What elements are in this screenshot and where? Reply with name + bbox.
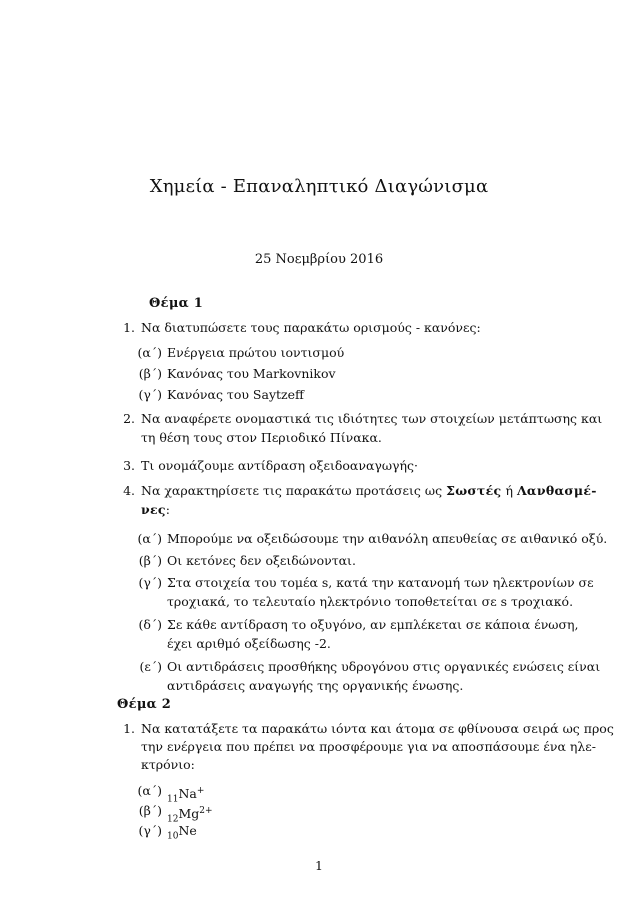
question-text-line-2: τη θέση τους στον Περιοδικό Πίνακα.	[141, 430, 382, 445]
question-number: 3.	[123, 458, 135, 473]
page-number: 1	[315, 858, 323, 873]
atomic-number: 11	[167, 794, 179, 805]
sub-item-label: (β΄)	[138, 553, 162, 568]
sub-item-label: (γ΄)	[138, 823, 162, 838]
atomic-number: 12	[167, 814, 179, 825]
atomic-number: 10	[167, 831, 179, 842]
ion-charge: 2+	[199, 806, 213, 816]
sub-item-text-line-1: Στα στοιχεία του τομέα s, κατά την κατανομή των ηλεκτρονίων σε	[167, 575, 594, 590]
question-number: 4.	[123, 483, 135, 498]
ion-formula	[167, 822, 197, 846]
question-number: 1.	[123, 721, 135, 736]
sub-item-text-line-2: αντιδράσεις αναγωγής της οργανικής ένωσης.	[167, 678, 464, 693]
sub-item-text-line-2: τροχιακά, το τελευταίο ηλεκτρόνιο τοποθετείται σε s τροχιακό.	[167, 594, 574, 609]
question-text-line-2	[141, 500, 170, 519]
question-text-line-1	[141, 481, 597, 500]
correct-label: Σωστές	[446, 483, 502, 498]
sub-item-text: Κανόνας του Saytzeff	[167, 387, 304, 402]
question-text: Να διατυπώσετε τους παρακάτω ορισμούς - κανόνες:	[141, 320, 481, 335]
sub-item-label: (ε΄)	[139, 659, 162, 674]
sub-item-label: (δ΄)	[138, 617, 162, 632]
ion-charge: +	[196, 786, 205, 796]
wrong-label-cont: νες	[141, 502, 166, 517]
question-prefix: Να χαρακτηρίσετε τις παρακάτω προτάσεις ως	[141, 483, 443, 498]
sub-item-text: Ενέργεια πρώτου ιοντισμού	[167, 345, 345, 360]
document-date: 25 Νοεμβρίου 2016	[254, 252, 384, 267]
element-symbol: Na	[178, 786, 197, 802]
sub-item-label: (α΄)	[137, 783, 162, 798]
sub-item-label: (γ΄)	[138, 575, 162, 590]
sub-item-text: Κανόνας του Markovnikov	[167, 366, 336, 381]
sub-item-text: Μπορούμε να οξειδώσουμε την αιθανόλη απευθείας σε αιθανικό οξύ.	[167, 531, 608, 546]
sub-item-label: (γ΄)	[138, 387, 162, 402]
colon: :	[165, 502, 171, 517]
sub-item-text-line-1: Σε κάθε αντίδραση το οξυγόνο, αν εμπλέκεται σε κάποια ένωση,	[167, 617, 579, 632]
question-number: 2.	[123, 411, 135, 426]
or-word: ή	[505, 483, 513, 498]
question-text-line-1: Να αναφέρετε ονομαστικά τις ιδιότητες των στοιχείων μετάπτωσης και	[141, 411, 603, 426]
wrong-label: Λανθασμέ-	[516, 483, 597, 498]
sub-item-label: (α΄)	[137, 345, 162, 360]
topic-2-heading: Θέμα 2	[117, 697, 172, 712]
element-symbol: Ne	[178, 823, 197, 838]
question-text-line-3: κτρόνιο:	[141, 757, 195, 772]
topic-1-heading: Θέμα 1	[149, 296, 204, 311]
sub-item-label: (α΄)	[137, 531, 162, 546]
sub-item-label: (β΄)	[138, 366, 162, 381]
question-text-line-2: την ενέργεια που πρέπει να προσφέρουμε για να αποσπάσουμε ένα ηλε-	[141, 739, 596, 754]
sub-item-text: Οι κετόνες δεν οξειδώνονται.	[167, 553, 356, 568]
question-number: 1.	[123, 320, 135, 335]
question-text: Τι ονομάζουμε αντίδραση οξειδοαναγωγής·	[141, 458, 418, 473]
question-text-line-1: Να κατατάξετε τα παρακάτω ιόντα και άτομα σε φθίνουσα σειρά ως προς	[141, 721, 614, 736]
sub-item-label: (β΄)	[138, 803, 162, 818]
sub-item-text-line-1: Οι αντιδράσεις προσθήκης υδρογόνου στις οργανικές ενώσεις είναι	[167, 659, 601, 674]
sub-item-text-line-2: έχει αριθμό οξείδωσης -2.	[167, 636, 331, 651]
element-symbol: Mg	[178, 806, 200, 822]
document-title: Χημεία - Επαναληπτικό Διαγώνισμα	[149, 176, 489, 197]
